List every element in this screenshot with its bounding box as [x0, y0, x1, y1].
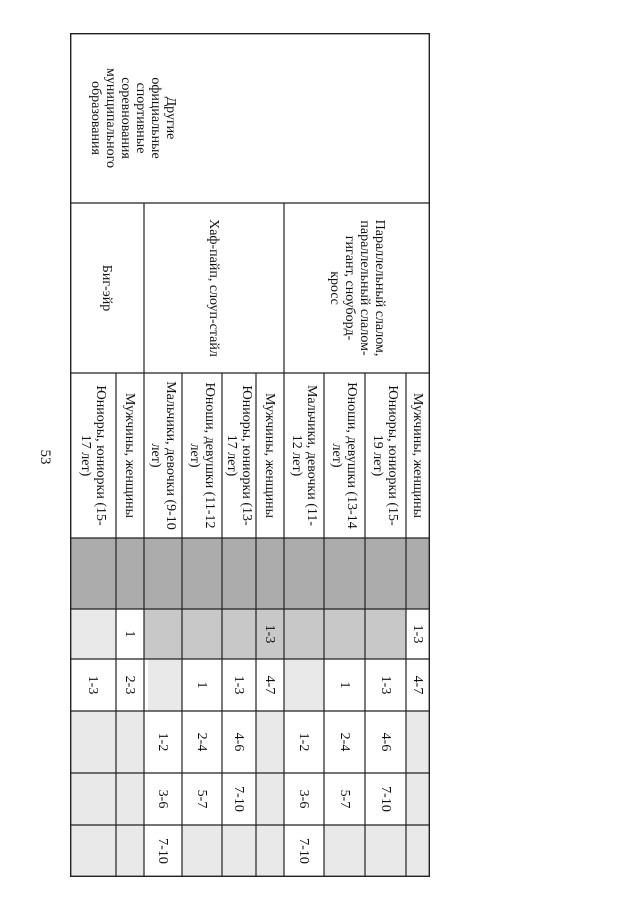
rank-cell: 2-3 [122, 675, 138, 695]
rank-cell: 3-6 [155, 789, 171, 809]
rank-cell [116, 773, 144, 825]
rank-cell [116, 825, 144, 877]
rank-cell [406, 538, 430, 609]
rank-cell [70, 538, 116, 609]
rank-cell [144, 659, 182, 711]
rank-cell [256, 825, 284, 877]
rank-cell: 1-3 [262, 624, 278, 644]
page-number: 53 [37, 449, 53, 465]
rank-cell [116, 538, 144, 609]
group-label: Юниоры, юниорки (15-19 лет) [370, 385, 401, 526]
rank-cell: 1-2 [155, 732, 171, 752]
discipline-cell: Параллельный слалом, параллельный слалом-гигант, сноуборд-кросс [327, 219, 387, 357]
rank-cell [324, 538, 365, 609]
rank-cell: 4-7 [410, 675, 426, 695]
rank-cell: 1-3 [410, 624, 426, 644]
rank-cell [222, 609, 256, 659]
rank-cell [116, 711, 144, 773]
rank-cell [406, 711, 430, 773]
rank-table [70, 33, 430, 877]
rank-cell: 1-3 [231, 675, 247, 695]
group-label: Мальчики, девочки (9-10 лет) [148, 381, 178, 530]
rank-cell [182, 609, 222, 659]
group-label: Юниоры, юниорки (15-17 лет) [78, 385, 108, 526]
category-cell: Другие официальные спортивные соревнования муниципального образования [88, 68, 178, 168]
group-label: Мужчины, женщины [122, 392, 138, 519]
rank-cell [365, 609, 406, 659]
rank-cell: 7-10 [231, 786, 247, 812]
rank-cell: 1-2 [296, 732, 312, 752]
rank-cell [324, 609, 365, 659]
rank-cell: 2-4 [337, 732, 352, 752]
group-label: Юноши, девушки (13-14 лет) [329, 382, 360, 529]
rank-cell: 3-6 [296, 789, 312, 809]
rank-cell [284, 659, 324, 711]
rank-cell [256, 773, 284, 825]
rank-cell [222, 538, 256, 609]
group-label: Мальчики, девочки (11-12 лет) [289, 384, 319, 527]
rank-cell [256, 538, 284, 609]
rank-cell: 5-7 [337, 789, 352, 809]
rank-cell [70, 825, 116, 877]
rank-cell: 4-6 [378, 732, 393, 752]
rank-cell: 4-7 [262, 675, 278, 695]
discipline-cell: Биг-эйр [99, 264, 115, 312]
rank-cell [144, 609, 182, 659]
rank-cell [324, 825, 365, 877]
group-label: Юниоры, юниорки (13-17 лет) [224, 385, 254, 526]
group-label: Мужчины, женщины [262, 392, 278, 519]
rank-cell [365, 538, 406, 609]
rank-cell: 4-6 [231, 732, 247, 752]
rank-cell: 7-10 [296, 838, 312, 864]
group-label: Юноши, девушки (11-12 лет) [187, 382, 217, 529]
rank-cell [182, 538, 222, 609]
rank-cell: 1-3 [378, 675, 393, 695]
discipline-cell: Хаф-пайп, слоуп-стайл [206, 219, 222, 357]
rank-cell: 1 [337, 681, 352, 689]
rank-cell: 5-7 [194, 789, 210, 809]
rank-cell: 1 [194, 681, 210, 689]
rank-cell [365, 825, 406, 877]
rank-cell [256, 711, 284, 773]
rank-cell [70, 711, 116, 773]
rank-cell [144, 538, 182, 609]
rank-cell [284, 538, 324, 609]
rank-cell [182, 825, 222, 877]
rank-cell [222, 825, 256, 877]
rank-cell: 7-10 [155, 838, 171, 864]
rank-cell: 1-3 [85, 675, 101, 695]
rank-cell [70, 773, 116, 825]
rank-cell [406, 825, 430, 877]
rank-cell: 2-4 [194, 732, 210, 752]
rank-cell [406, 773, 430, 825]
rank-cell [284, 609, 324, 659]
rank-cell [70, 609, 116, 659]
group-label: Мужчины, женщины [410, 392, 426, 519]
rank-cell: 1 [122, 630, 138, 638]
rank-cell: 7-10 [378, 786, 393, 812]
